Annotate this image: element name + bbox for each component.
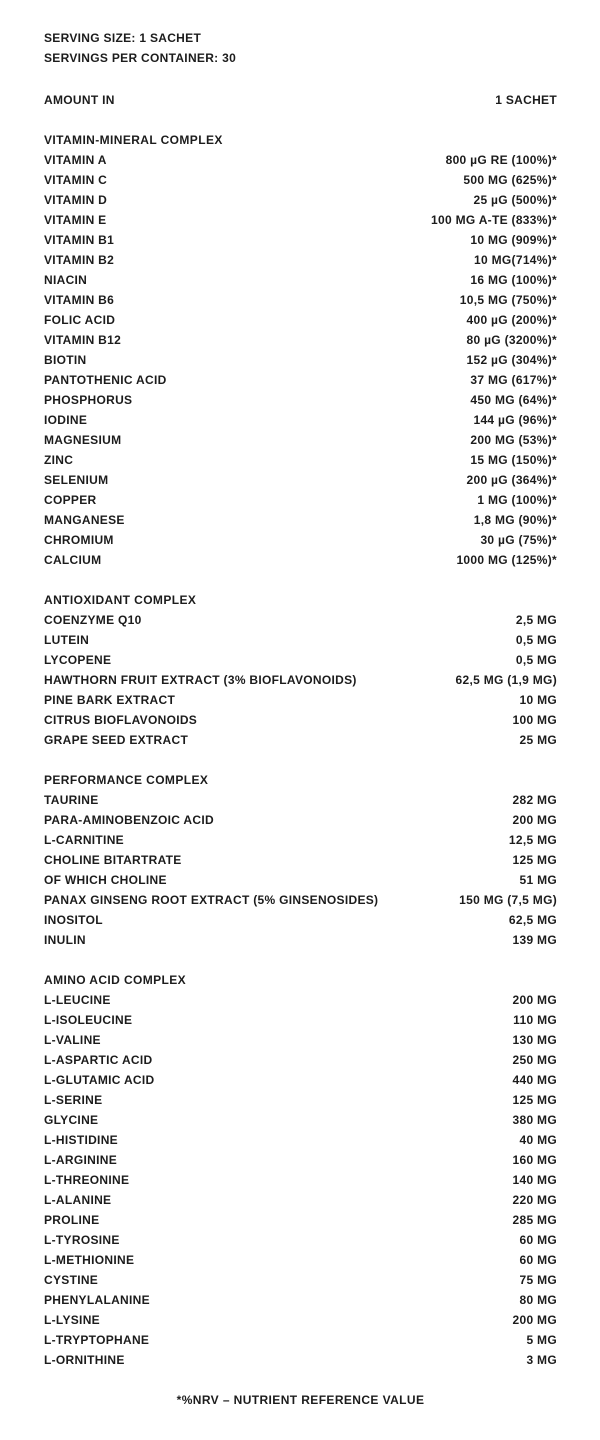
table-row <box>44 1250 557 1270</box>
ingredient-amount: 440 MG <box>512 1073 557 1087</box>
ingredient-amount: 220 MG <box>512 1193 557 1207</box>
serving-size-text: SERVING SIZE: 1 SACHET <box>44 31 202 45</box>
ingredient-amount: 80 MG <box>519 1293 557 1307</box>
table-row <box>44 670 557 690</box>
ingredient-name: VITAMIN B6 <box>44 293 115 307</box>
table-row <box>44 690 557 710</box>
table-row <box>44 1130 557 1150</box>
ingredient-name: CALCIUM <box>44 553 102 567</box>
ingredient-name: INOSITOL <box>44 913 103 927</box>
ingredient-name: VITAMIN B2 <box>44 253 115 267</box>
ingredient-name: PHOSPHORUS <box>44 393 133 407</box>
ingredient-name: L-LEUCINE <box>44 993 111 1007</box>
ingredient-name: LUTEIN <box>44 633 90 647</box>
ingredient-name: L-ALANINE <box>44 1193 112 1207</box>
ingredient-amount: 37 MG (617%)* <box>470 373 557 387</box>
section-title: ANTIOXIDANT COMPLEX <box>44 593 197 607</box>
ingredient-name: MAGNESIUM <box>44 433 122 447</box>
ingredient-name: L-HISTIDINE <box>44 1133 118 1147</box>
ingredient-amount: 380 MG <box>512 1113 557 1127</box>
ingredient-amount: 40 MG <box>519 1133 557 1147</box>
ingredient-name: SELENIUM <box>44 473 109 487</box>
table-row <box>44 830 557 850</box>
ingredient-amount: 139 MG <box>512 933 557 947</box>
section-title: PERFORMANCE COMPLEX <box>44 773 209 787</box>
table-row <box>44 450 557 470</box>
ingredient-name: OF WHICH CHOLINE <box>44 873 167 887</box>
ingredient-amount: 285 MG <box>512 1213 557 1227</box>
table-row <box>44 470 557 490</box>
ingredient-amount: 500 MG (625%)* <box>463 173 557 187</box>
ingredient-name: L-TYROSINE <box>44 1233 120 1247</box>
ingredient-amount: 51 MG <box>519 873 557 887</box>
table-row <box>44 1230 557 1250</box>
ingredient-amount: 0,5 MG <box>515 633 557 647</box>
table-row <box>44 730 557 750</box>
ingredient-name: CITRUS BIOFLAVONOIDS <box>44 713 198 727</box>
ingredient-amount: 16 MG (100%)* <box>470 273 557 287</box>
table-row <box>44 270 557 290</box>
table-row <box>44 190 557 210</box>
ingredient-amount: 10 MG(714%)* <box>474 253 557 267</box>
table-row <box>44 890 557 910</box>
table-row <box>44 310 557 330</box>
table-row <box>44 1190 557 1210</box>
table-row <box>44 250 557 270</box>
ingredient-name: L-SERINE <box>44 1093 103 1107</box>
ingredient-amount: 5 MG <box>526 1333 557 1347</box>
ingredient-amount: 2,5 MG <box>515 613 557 627</box>
table-row <box>44 710 557 730</box>
ingredient-amount: 62,5 MG <box>508 913 557 927</box>
ingredient-amount: 1000 MG (125%)* <box>456 553 557 567</box>
ingredient-name: COENZYME Q10 <box>44 613 142 627</box>
ingredient-amount: 450 MG (64%)* <box>470 393 557 407</box>
ingredient-name: CHROMIUM <box>44 533 114 547</box>
ingredient-name: L-LYSINE <box>44 1313 100 1327</box>
section-performance-complex <box>44 770 557 950</box>
ingredient-amount: 10 MG <box>519 693 557 707</box>
ingredient-amount: 60 MG <box>519 1233 557 1247</box>
table-row <box>44 170 557 190</box>
servings-per-container-text: SERVINGS PER CONTAINER: 30 <box>44 51 237 65</box>
nrv-footnote: *%NRV – NUTRIENT REFERENCE VALUE <box>176 1393 425 1407</box>
ingredient-name: L-ASPARTIC ACID <box>44 1053 153 1067</box>
ingredient-name: CYSTINE <box>44 1273 99 1287</box>
ingredient-name: VITAMIN A <box>44 153 107 167</box>
ingredient-amount: 282 MG <box>512 793 557 807</box>
table-row <box>44 410 557 430</box>
ingredient-name: L-CARNITINE <box>44 833 124 847</box>
ingredient-name: CHOLINE BITARTRATE <box>44 853 182 867</box>
ingredient-name: L-ISOLEUCINE <box>44 1013 133 1027</box>
table-row <box>44 990 557 1010</box>
ingredient-amount: 150 MG (7,5 MG) <box>459 893 557 907</box>
table-row <box>44 630 557 650</box>
ingredient-name: L-TRYPTOPHANE <box>44 1333 150 1347</box>
table-row <box>44 1110 557 1130</box>
amount-column-label: 1 SACHET <box>495 93 557 107</box>
ingredient-name: VITAMIN B12 <box>44 333 122 347</box>
table-row <box>44 1210 557 1230</box>
table-row <box>44 1350 557 1370</box>
ingredient-name: ZINC <box>44 453 74 467</box>
ingredient-amount: 1 MG (100%)* <box>477 493 557 507</box>
ingredient-amount: 800 µG RE (100%)* <box>445 153 557 167</box>
ingredient-amount: 200 MG <box>512 993 557 1007</box>
table-row <box>44 850 557 870</box>
ingredient-amount: 400 µG (200%)* <box>466 313 557 327</box>
ingredient-amount: 200 MG (53%)* <box>470 433 557 447</box>
ingredient-name: LYCOPENE <box>44 653 112 667</box>
ingredient-name: L-ARGININE <box>44 1153 117 1167</box>
table-row <box>44 1310 557 1330</box>
table-row <box>44 1030 557 1050</box>
ingredient-amount: 25 MG <box>519 733 557 747</box>
table-row <box>44 370 557 390</box>
table-row <box>44 790 557 810</box>
table-row <box>44 550 557 570</box>
ingredient-name: L-VALINE <box>44 1033 101 1047</box>
ingredient-amount: 152 µG (304%)* <box>466 353 557 367</box>
table-row <box>44 1290 557 1310</box>
ingredient-name: PANAX GINSENG ROOT EXTRACT (5% GINSENOSIDES) <box>44 893 379 907</box>
table-row <box>44 150 557 170</box>
table-row <box>44 1090 557 1110</box>
amount-in-label: AMOUNT IN <box>44 93 115 107</box>
table-row <box>44 930 557 950</box>
table-row <box>44 510 557 530</box>
ingredient-name: IODINE <box>44 413 88 427</box>
ingredient-name: FOLIC ACID <box>44 313 116 327</box>
ingredient-amount: 200 MG <box>512 1313 557 1327</box>
ingredient-name: HAWTHORN FRUIT EXTRACT (3% BIOFLAVONOIDS) <box>44 673 357 687</box>
table-row <box>44 1050 557 1070</box>
ingredient-name: INULIN <box>44 933 86 947</box>
ingredient-amount: 130 MG <box>512 1033 557 1047</box>
table-row <box>44 910 557 930</box>
table-row <box>44 490 557 510</box>
ingredient-amount: 0,5 MG <box>515 653 557 667</box>
ingredient-name: PHENYLALANINE <box>44 1293 150 1307</box>
table-row <box>44 350 557 370</box>
ingredient-name: L-METHIONINE <box>44 1253 135 1267</box>
table-row <box>44 810 557 830</box>
table-row <box>44 390 557 410</box>
section-vitamin-mineral-complex <box>44 130 557 570</box>
section-title: AMINO ACID COMPLEX <box>44 973 187 987</box>
table-row <box>44 290 557 310</box>
ingredient-amount: 75 MG <box>519 1273 557 1287</box>
ingredient-name: L-GLUTAMIC ACID <box>44 1073 155 1087</box>
ingredient-name: BIOTIN <box>44 353 87 367</box>
table-row <box>44 210 557 230</box>
table-row <box>44 1070 557 1090</box>
ingredient-amount: 100 MG <box>512 713 557 727</box>
ingredient-amount: 200 MG <box>512 813 557 827</box>
ingredient-name: PROLINE <box>44 1213 100 1227</box>
table-row <box>44 330 557 350</box>
table-row <box>44 650 557 670</box>
ingredient-amount: 12,5 MG <box>508 833 557 847</box>
ingredient-amount: 125 MG <box>512 1093 557 1107</box>
amount-header-row <box>44 90 557 110</box>
ingredient-amount: 1,8 MG (90%)* <box>473 513 557 527</box>
table-row <box>44 1330 557 1350</box>
ingredient-amount: 15 MG (150%)* <box>470 453 557 467</box>
ingredient-amount: 10 MG (909%)* <box>470 233 557 247</box>
ingredient-amount: 100 MG A-TE (833%)* <box>431 213 557 227</box>
ingredient-amount: 144 µG (96%)* <box>473 413 557 427</box>
ingredient-name: COPPER <box>44 493 97 507</box>
ingredient-amount: 25 µG (500%)* <box>473 193 557 207</box>
ingredient-name: VITAMIN C <box>44 173 108 187</box>
ingredient-name: L-THREONINE <box>44 1173 130 1187</box>
ingredient-amount: 80 µG (3200%)* <box>466 333 557 347</box>
ingredient-name: PANTOTHENIC ACID <box>44 373 167 387</box>
ingredient-name: NIACIN <box>44 273 88 287</box>
ingredient-name: PINE BARK EXTRACT <box>44 693 176 707</box>
ingredient-name: MANGANESE <box>44 513 125 527</box>
table-row <box>44 1010 557 1030</box>
table-row <box>44 870 557 890</box>
ingredient-name: L-ORNITHINE <box>44 1353 125 1367</box>
sections-container <box>44 130 557 1370</box>
ingredient-name: GLYCINE <box>44 1113 99 1127</box>
ingredient-name: VITAMIN D <box>44 193 108 207</box>
ingredient-amount: 250 MG <box>512 1053 557 1067</box>
ingredient-name: VITAMIN B1 <box>44 233 115 247</box>
ingredient-name: GRAPE SEED EXTRACT <box>44 733 189 747</box>
section-title: VITAMIN-MINERAL COMPLEX <box>44 133 223 147</box>
table-row <box>44 530 557 550</box>
ingredient-name: PARA-AMINOBENZOIC ACID <box>44 813 214 827</box>
ingredient-amount: 160 MG <box>512 1153 557 1167</box>
table-row <box>44 1270 557 1290</box>
ingredient-amount: 60 MG <box>519 1253 557 1267</box>
ingredient-amount: 200 µG (364%)* <box>466 473 557 487</box>
section-amino-acid-complex <box>44 970 557 1370</box>
table-row <box>44 430 557 450</box>
ingredient-amount: 140 MG <box>512 1173 557 1187</box>
ingredient-name: VITAMIN E <box>44 213 107 227</box>
ingredient-amount: 30 µG (75%)* <box>480 533 557 547</box>
ingredient-amount: 3 MG <box>526 1353 557 1367</box>
table-row <box>44 230 557 250</box>
table-row <box>44 610 557 630</box>
table-row <box>44 1170 557 1190</box>
ingredient-amount: 62,5 MG (1,9 MG) <box>455 673 557 687</box>
ingredient-name: TAURINE <box>44 793 99 807</box>
section-antioxidant-complex <box>44 590 557 750</box>
ingredient-amount: 10,5 MG (750%)* <box>459 293 557 307</box>
ingredient-amount: 110 MG <box>513 1013 557 1027</box>
ingredient-amount: 125 MG <box>512 853 557 867</box>
table-row <box>44 1150 557 1170</box>
